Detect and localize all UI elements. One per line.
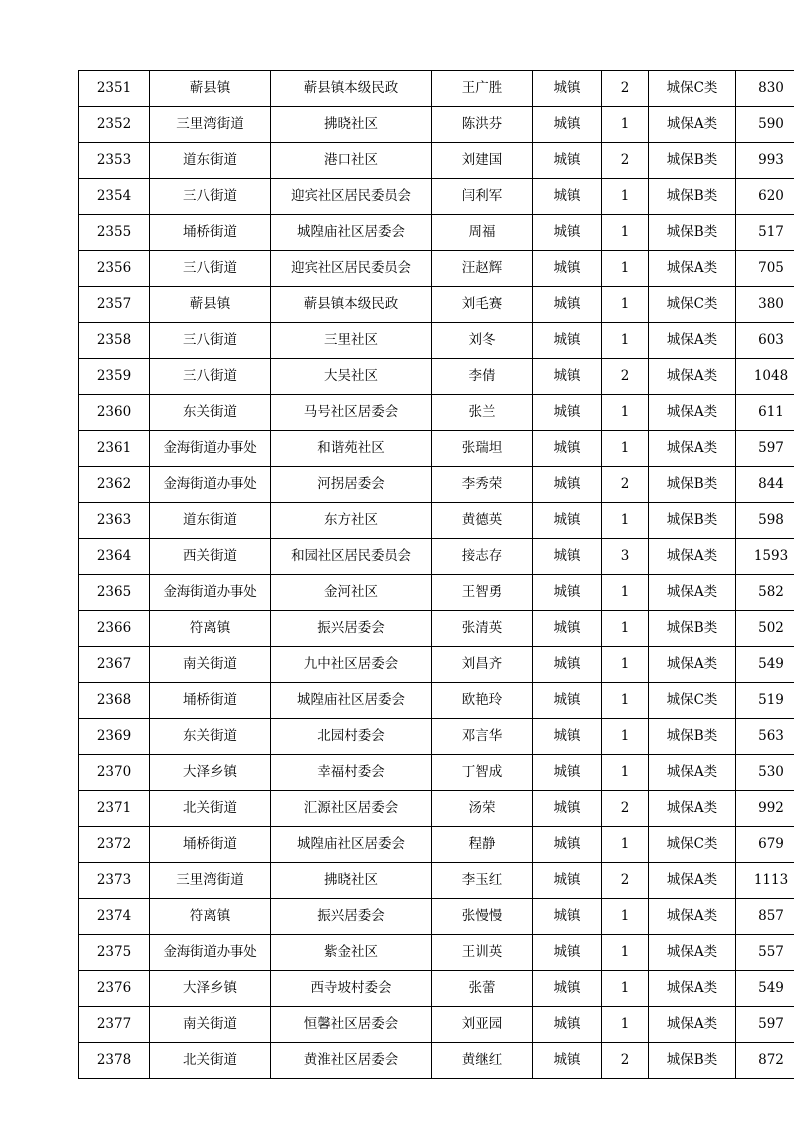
cell-id: 2365 xyxy=(79,575,150,611)
cell-id: 2358 xyxy=(79,323,150,359)
cell-count: 2 xyxy=(602,791,649,827)
cell-name: 张兰 xyxy=(432,395,533,431)
cell-org: 振兴居委会 xyxy=(271,899,432,935)
cell-type: 城镇 xyxy=(533,1007,602,1043)
cell-amount: 857 xyxy=(736,899,794,935)
table-row xyxy=(79,179,794,215)
cell-count: 1 xyxy=(602,971,649,1007)
cell-amount: 844 xyxy=(736,467,794,503)
cell-type: 城镇 xyxy=(533,179,602,215)
cell-id: 2352 xyxy=(79,107,150,143)
cell-count: 1 xyxy=(602,107,649,143)
cell-amount: 993 xyxy=(736,143,794,179)
cell-org: 和园社区居民委员会 xyxy=(271,539,432,575)
cell-category: 城保B类 xyxy=(649,215,736,251)
cell-id: 2370 xyxy=(79,755,150,791)
cell-amount: 597 xyxy=(736,1007,794,1043)
table-row xyxy=(79,611,794,647)
cell-type: 城镇 xyxy=(533,575,602,611)
cell-street: 符离镇 xyxy=(150,899,271,935)
cell-category: 城保A类 xyxy=(649,971,736,1007)
cell-org: 东方社区 xyxy=(271,503,432,539)
cell-id: 2366 xyxy=(79,611,150,647)
cell-id: 2357 xyxy=(79,287,150,323)
cell-amount: 830 xyxy=(736,71,794,107)
cell-street: 埇桥街道 xyxy=(150,215,271,251)
cell-type: 城镇 xyxy=(533,287,602,323)
cell-org: 迎宾社区居民委员会 xyxy=(271,251,432,287)
table-row xyxy=(79,899,794,935)
cell-category: 城保A类 xyxy=(649,935,736,971)
cell-org: 西寺坡村委会 xyxy=(271,971,432,1007)
table-row xyxy=(79,719,794,755)
cell-category: 城保B类 xyxy=(649,611,736,647)
cell-category: 城保A类 xyxy=(649,539,736,575)
cell-amount: 597 xyxy=(736,431,794,467)
cell-name: 闫利军 xyxy=(432,179,533,215)
cell-type: 城镇 xyxy=(533,611,602,647)
cell-count: 2 xyxy=(602,359,649,395)
cell-amount: 611 xyxy=(736,395,794,431)
cell-count: 1 xyxy=(602,899,649,935)
cell-name: 汤荣 xyxy=(432,791,533,827)
cell-amount: 517 xyxy=(736,215,794,251)
cell-id: 2354 xyxy=(79,179,150,215)
cell-count: 1 xyxy=(602,287,649,323)
cell-org: 黄淮社区居委会 xyxy=(271,1043,432,1079)
table-row xyxy=(79,143,794,179)
cell-type: 城镇 xyxy=(533,971,602,1007)
cell-name: 黄继红 xyxy=(432,1043,533,1079)
cell-name: 周福 xyxy=(432,215,533,251)
cell-count: 3 xyxy=(602,539,649,575)
cell-id: 2375 xyxy=(79,935,150,971)
cell-name: 李倩 xyxy=(432,359,533,395)
cell-type: 城镇 xyxy=(533,827,602,863)
table-row xyxy=(79,395,794,431)
table-row xyxy=(79,287,794,323)
cell-street: 西关街道 xyxy=(150,539,271,575)
table-body xyxy=(79,71,794,1079)
cell-count: 1 xyxy=(602,575,649,611)
cell-name: 刘毛赛 xyxy=(432,287,533,323)
cell-type: 城镇 xyxy=(533,467,602,503)
cell-name: 汪赵辉 xyxy=(432,251,533,287)
cell-count: 2 xyxy=(602,71,649,107)
cell-category: 城保B类 xyxy=(649,143,736,179)
cell-id: 2363 xyxy=(79,503,150,539)
table-row xyxy=(79,791,794,827)
cell-id: 2356 xyxy=(79,251,150,287)
cell-category: 城保B类 xyxy=(649,179,736,215)
cell-name: 王训英 xyxy=(432,935,533,971)
cell-street: 三八街道 xyxy=(150,323,271,359)
cell-id: 2361 xyxy=(79,431,150,467)
cell-street: 道东街道 xyxy=(150,503,271,539)
cell-category: 城保A类 xyxy=(649,323,736,359)
cell-id: 2367 xyxy=(79,647,150,683)
cell-name: 丁智成 xyxy=(432,755,533,791)
cell-type: 城镇 xyxy=(533,1043,602,1079)
cell-type: 城镇 xyxy=(533,863,602,899)
cell-category: 城保B类 xyxy=(649,719,736,755)
cell-name: 张慢慢 xyxy=(432,899,533,935)
cell-street: 金海街道办事处 xyxy=(150,431,271,467)
cell-id: 2360 xyxy=(79,395,150,431)
cell-street: 金海街道办事处 xyxy=(150,935,271,971)
cell-category: 城保C类 xyxy=(649,683,736,719)
cell-id: 2369 xyxy=(79,719,150,755)
cell-id: 2359 xyxy=(79,359,150,395)
cell-street: 三里湾街道 xyxy=(150,107,271,143)
cell-name: 黄德英 xyxy=(432,503,533,539)
cell-name: 接志存 xyxy=(432,539,533,575)
cell-category: 城保A类 xyxy=(649,251,736,287)
cell-org: 紫金社区 xyxy=(271,935,432,971)
cell-amount: 502 xyxy=(736,611,794,647)
table-row xyxy=(79,431,794,467)
cell-name: 刘建国 xyxy=(432,143,533,179)
cell-type: 城镇 xyxy=(533,71,602,107)
cell-amount: 563 xyxy=(736,719,794,755)
cell-name: 李秀荣 xyxy=(432,467,533,503)
cell-count: 2 xyxy=(602,467,649,503)
table-row xyxy=(79,1007,794,1043)
cell-org: 金河社区 xyxy=(271,575,432,611)
cell-type: 城镇 xyxy=(533,215,602,251)
cell-street: 三八街道 xyxy=(150,179,271,215)
cell-type: 城镇 xyxy=(533,755,602,791)
cell-category: 城保A类 xyxy=(649,791,736,827)
cell-street: 北关街道 xyxy=(150,1043,271,1079)
cell-name: 邓言华 xyxy=(432,719,533,755)
table-row xyxy=(79,539,794,575)
cell-id: 2373 xyxy=(79,863,150,899)
cell-org: 迎宾社区居民委员会 xyxy=(271,179,432,215)
cell-type: 城镇 xyxy=(533,935,602,971)
cell-count: 1 xyxy=(602,683,649,719)
cell-type: 城镇 xyxy=(533,251,602,287)
cell-street: 三八街道 xyxy=(150,359,271,395)
cell-amount: 582 xyxy=(736,575,794,611)
cell-id: 2364 xyxy=(79,539,150,575)
cell-count: 1 xyxy=(602,251,649,287)
cell-org: 和谐苑社区 xyxy=(271,431,432,467)
cell-org: 拂晓社区 xyxy=(271,863,432,899)
cell-street: 蕲县镇 xyxy=(150,71,271,107)
table-row xyxy=(79,683,794,719)
cell-org: 蕲县镇本级民政 xyxy=(271,287,432,323)
cell-street: 东关街道 xyxy=(150,395,271,431)
cell-amount: 872 xyxy=(736,1043,794,1079)
cell-name: 欧艳玲 xyxy=(432,683,533,719)
table-row xyxy=(79,863,794,899)
cell-type: 城镇 xyxy=(533,107,602,143)
table-row xyxy=(79,971,794,1007)
cell-count: 1 xyxy=(602,179,649,215)
cell-count: 1 xyxy=(602,611,649,647)
cell-category: 城保A类 xyxy=(649,863,736,899)
table-row xyxy=(79,71,794,107)
table-row xyxy=(79,359,794,395)
cell-org: 蕲县镇本级民政 xyxy=(271,71,432,107)
cell-count: 1 xyxy=(602,1007,649,1043)
cell-amount: 380 xyxy=(736,287,794,323)
cell-id: 2351 xyxy=(79,71,150,107)
cell-street: 埇桥街道 xyxy=(150,827,271,863)
table-row xyxy=(79,467,794,503)
table-row xyxy=(79,935,794,971)
cell-type: 城镇 xyxy=(533,899,602,935)
cell-type: 城镇 xyxy=(533,503,602,539)
table-row xyxy=(79,251,794,287)
cell-org: 汇源社区居委会 xyxy=(271,791,432,827)
cell-street: 道东街道 xyxy=(150,143,271,179)
subsidy-table xyxy=(78,70,794,1079)
cell-amount: 1048 xyxy=(736,359,794,395)
cell-category: 城保B类 xyxy=(649,1043,736,1079)
cell-id: 2355 xyxy=(79,215,150,251)
cell-org: 幸福村委会 xyxy=(271,755,432,791)
cell-org: 拂晓社区 xyxy=(271,107,432,143)
table-row xyxy=(79,323,794,359)
table-row xyxy=(79,1043,794,1079)
cell-street: 符离镇 xyxy=(150,611,271,647)
cell-org: 九中社区居委会 xyxy=(271,647,432,683)
table-row xyxy=(79,647,794,683)
cell-category: 城保A类 xyxy=(649,359,736,395)
cell-category: 城保A类 xyxy=(649,431,736,467)
cell-category: 城保A类 xyxy=(649,575,736,611)
cell-count: 1 xyxy=(602,431,649,467)
cell-amount: 603 xyxy=(736,323,794,359)
cell-id: 2362 xyxy=(79,467,150,503)
cell-id: 2378 xyxy=(79,1043,150,1079)
cell-amount: 1593 xyxy=(736,539,794,575)
cell-count: 1 xyxy=(602,935,649,971)
cell-id: 2377 xyxy=(79,1007,150,1043)
cell-org: 城隍庙社区居委会 xyxy=(271,215,432,251)
cell-category: 城保B类 xyxy=(649,467,736,503)
cell-count: 1 xyxy=(602,323,649,359)
cell-amount: 557 xyxy=(736,935,794,971)
cell-amount: 1113 xyxy=(736,863,794,899)
cell-count: 2 xyxy=(602,1043,649,1079)
table-row xyxy=(79,755,794,791)
cell-name: 张瑞坦 xyxy=(432,431,533,467)
cell-street: 金海街道办事处 xyxy=(150,575,271,611)
cell-count: 1 xyxy=(602,395,649,431)
cell-category: 城保C类 xyxy=(649,71,736,107)
cell-id: 2368 xyxy=(79,683,150,719)
cell-count: 2 xyxy=(602,143,649,179)
cell-id: 2372 xyxy=(79,827,150,863)
cell-org: 马号社区居委会 xyxy=(271,395,432,431)
table-row xyxy=(79,107,794,143)
cell-category: 城保C类 xyxy=(649,827,736,863)
cell-id: 2374 xyxy=(79,899,150,935)
cell-street: 大泽乡镇 xyxy=(150,971,271,1007)
cell-org: 港口社区 xyxy=(271,143,432,179)
cell-type: 城镇 xyxy=(533,395,602,431)
cell-street: 埇桥街道 xyxy=(150,683,271,719)
cell-amount: 992 xyxy=(736,791,794,827)
cell-count: 1 xyxy=(602,755,649,791)
cell-org: 北园村委会 xyxy=(271,719,432,755)
cell-street: 南关街道 xyxy=(150,1007,271,1043)
cell-street: 东关街道 xyxy=(150,719,271,755)
cell-name: 程静 xyxy=(432,827,533,863)
cell-street: 南关街道 xyxy=(150,647,271,683)
cell-org: 城隍庙社区居委会 xyxy=(271,683,432,719)
cell-category: 城保A类 xyxy=(649,395,736,431)
cell-name: 张清英 xyxy=(432,611,533,647)
cell-count: 1 xyxy=(602,827,649,863)
cell-street: 大泽乡镇 xyxy=(150,755,271,791)
cell-street: 北关街道 xyxy=(150,791,271,827)
cell-amount: 705 xyxy=(736,251,794,287)
cell-name: 张蕾 xyxy=(432,971,533,1007)
cell-org: 河拐居委会 xyxy=(271,467,432,503)
cell-org: 振兴居委会 xyxy=(271,611,432,647)
cell-category: 城保A类 xyxy=(649,107,736,143)
table-row xyxy=(79,827,794,863)
cell-name: 李玉红 xyxy=(432,863,533,899)
cell-type: 城镇 xyxy=(533,143,602,179)
cell-category: 城保A类 xyxy=(649,1007,736,1043)
cell-category: 城保A类 xyxy=(649,647,736,683)
cell-category: 城保B类 xyxy=(649,503,736,539)
cell-type: 城镇 xyxy=(533,683,602,719)
table-row xyxy=(79,503,794,539)
cell-org: 大吴社区 xyxy=(271,359,432,395)
cell-type: 城镇 xyxy=(533,539,602,575)
cell-count: 1 xyxy=(602,215,649,251)
cell-org: 恒馨社区居委会 xyxy=(271,1007,432,1043)
cell-name: 陈洪芬 xyxy=(432,107,533,143)
cell-org: 城隍庙社区居委会 xyxy=(271,827,432,863)
cell-amount: 549 xyxy=(736,647,794,683)
cell-type: 城镇 xyxy=(533,323,602,359)
cell-name: 王广胜 xyxy=(432,71,533,107)
cell-street: 三八街道 xyxy=(150,251,271,287)
cell-category: 城保A类 xyxy=(649,755,736,791)
cell-type: 城镇 xyxy=(533,359,602,395)
cell-amount: 598 xyxy=(736,503,794,539)
cell-name: 王智勇 xyxy=(432,575,533,611)
cell-id: 2376 xyxy=(79,971,150,1007)
cell-count: 1 xyxy=(602,647,649,683)
cell-street: 金海街道办事处 xyxy=(150,467,271,503)
cell-type: 城镇 xyxy=(533,647,602,683)
cell-name: 刘昌齐 xyxy=(432,647,533,683)
cell-category: 城保A类 xyxy=(649,899,736,935)
cell-amount: 679 xyxy=(736,827,794,863)
cell-id: 2353 xyxy=(79,143,150,179)
cell-amount: 519 xyxy=(736,683,794,719)
cell-amount: 530 xyxy=(736,755,794,791)
cell-count: 1 xyxy=(602,503,649,539)
cell-amount: 590 xyxy=(736,107,794,143)
table-row xyxy=(79,575,794,611)
cell-type: 城镇 xyxy=(533,431,602,467)
cell-org: 三里社区 xyxy=(271,323,432,359)
table-row xyxy=(79,215,794,251)
cell-id: 2371 xyxy=(79,791,150,827)
cell-name: 刘亚园 xyxy=(432,1007,533,1043)
cell-type: 城镇 xyxy=(533,719,602,755)
cell-street: 蕲县镇 xyxy=(150,287,271,323)
cell-count: 2 xyxy=(602,863,649,899)
cell-count: 1 xyxy=(602,719,649,755)
cell-street: 三里湾街道 xyxy=(150,863,271,899)
cell-category: 城保C类 xyxy=(649,287,736,323)
cell-name: 刘冬 xyxy=(432,323,533,359)
cell-type: 城镇 xyxy=(533,791,602,827)
cell-amount: 549 xyxy=(736,971,794,1007)
cell-amount: 620 xyxy=(736,179,794,215)
